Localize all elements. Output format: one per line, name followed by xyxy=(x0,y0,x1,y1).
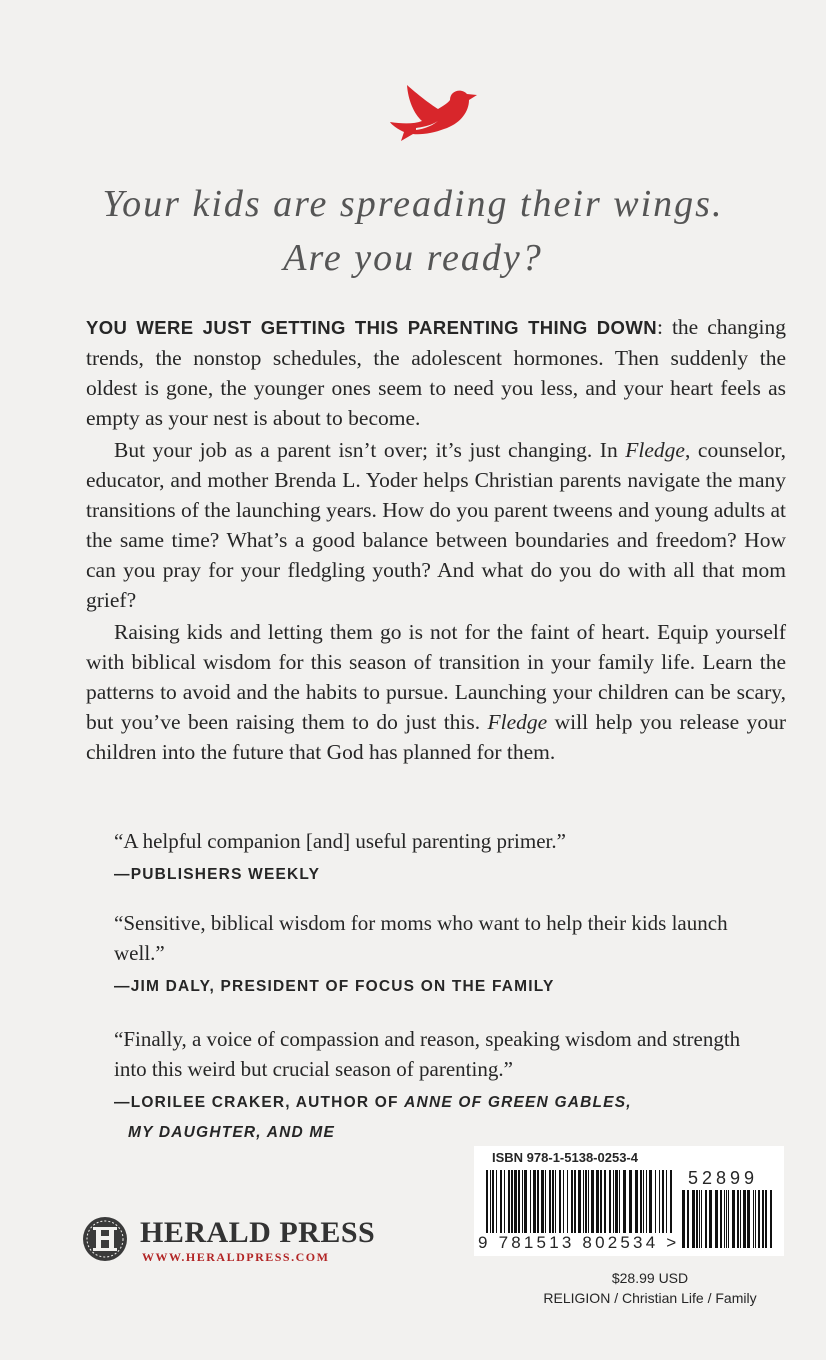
barcode-bar xyxy=(524,1170,527,1238)
barcode-bar xyxy=(662,1170,664,1238)
barcode-bar xyxy=(699,1190,700,1248)
barcode-bar xyxy=(567,1170,568,1238)
barcode-bar xyxy=(619,1170,620,1238)
barcode-bar xyxy=(737,1190,739,1248)
barcode xyxy=(474,1146,784,1256)
barcode-bar xyxy=(613,1170,614,1238)
herald-press-emblem-icon xyxy=(82,1216,128,1262)
description-paragraph-1: YOU WERE JUST GETTING THIS PARENTING THING DOWN: the changing trends, the nonstop schedules, the adolescent hormones. Then suddenly the oldest is gone, the younger ones seem to need you less, and your heart feels as empty as your nest is about to become. xyxy=(86,315,786,430)
barcode-bar xyxy=(646,1170,647,1238)
publisher-name: HERALD PRESS xyxy=(140,1216,376,1249)
barcode-bar xyxy=(758,1190,760,1248)
barcode-bar xyxy=(571,1170,573,1238)
barcode-bar xyxy=(643,1170,644,1238)
barcode-bar xyxy=(530,1170,531,1238)
barcode-bar xyxy=(541,1170,544,1238)
barcode-bar xyxy=(770,1190,772,1248)
barcode-bar xyxy=(726,1190,727,1248)
barcode-bar xyxy=(537,1170,539,1238)
book-title: Fledge xyxy=(625,438,685,462)
barcode-bar xyxy=(574,1170,576,1238)
barcode-bar xyxy=(504,1170,505,1238)
ean-barcode-bars xyxy=(486,1170,672,1238)
barcode-bar xyxy=(490,1170,491,1238)
barcode-bar xyxy=(696,1190,698,1248)
barcode-bar xyxy=(545,1170,546,1238)
barcode-bar xyxy=(604,1170,606,1238)
barcode-bar xyxy=(563,1170,564,1238)
barcode-bar xyxy=(720,1190,722,1248)
endorsement-attribution: —JIM DALY, PRESIDENT OF FOCUS ON THE FAMILY xyxy=(114,978,555,995)
headline-line-1: Your kids are spreading their wings. xyxy=(102,183,724,225)
barcode-bar xyxy=(578,1170,581,1238)
endorsement-attribution: —PUBLISHERS WEEKLY xyxy=(114,866,321,883)
headline-line-2: Are you ready? xyxy=(283,237,543,279)
barcode-bar xyxy=(596,1170,599,1238)
endorsement xyxy=(114,1024,754,1148)
endorsement xyxy=(114,908,754,1002)
publisher-url: WWW.HERALDPRESS.COM xyxy=(142,1250,330,1264)
barcode-bar xyxy=(692,1190,695,1248)
barcode-bar xyxy=(743,1190,746,1248)
barcode-bar xyxy=(687,1190,689,1248)
barcode-bar xyxy=(629,1170,632,1238)
barcode-bar xyxy=(659,1170,660,1238)
barcode-bar xyxy=(670,1170,672,1238)
barcode-bar xyxy=(496,1170,497,1238)
barcode-bar xyxy=(755,1190,756,1248)
barcode-bar xyxy=(740,1190,741,1248)
barcode-bar xyxy=(640,1170,642,1238)
barcode-bar xyxy=(732,1190,735,1248)
barcode-bar xyxy=(682,1190,685,1248)
barcode-bar xyxy=(533,1170,536,1238)
endorsement-quote: “Finally, a voice of compassion and reason, speaking wisdom and strength into this weird but crucial season of parenting.” xyxy=(114,1027,741,1081)
barcode-bar xyxy=(555,1170,556,1238)
endorsement-quote: “A helpful companion [and] useful parenting primer.” xyxy=(114,829,566,853)
description-paragraph-2: But your job as a parent isn’t over; it’s just changing. In Fledge, counselor, educator, and mother Brenda L. Yoder helps Christian parents navigate the many transitions of the launching years. How do you parent tweens and young adults at the same time? What’s a good balance between boundaries and freedom? How can you pray for your fledgling youth? And what do you do with all that mom grief? xyxy=(86,438,786,612)
red-bird-icon xyxy=(388,80,480,150)
barcode-bar xyxy=(701,1190,702,1248)
barcode-bar xyxy=(623,1170,626,1238)
barcode-bar xyxy=(728,1190,729,1248)
barcode-bar xyxy=(609,1170,611,1238)
endorsement-quote: “Sensitive, biblical wisdom for moms who want to help their kids launch well.” xyxy=(114,911,728,965)
barcode-bar xyxy=(511,1170,513,1238)
barcode-bar xyxy=(486,1170,488,1238)
barcode-bar xyxy=(500,1170,502,1238)
publisher-logo xyxy=(82,1216,382,1270)
barcode-bar xyxy=(492,1170,494,1238)
barcode-bar xyxy=(583,1170,584,1238)
barcode-bar xyxy=(635,1170,638,1238)
barcode-bar xyxy=(666,1170,667,1238)
isbn-label: ISBN 978-1-5138-0253-4 xyxy=(492,1150,638,1165)
barcode-bar xyxy=(765,1190,767,1248)
lead-in: YOU WERE JUST GETTING THIS PARENTING THING DOWN xyxy=(86,317,657,338)
category: RELIGION / Christian Life / Family xyxy=(543,1290,757,1306)
barcode-bar xyxy=(588,1170,589,1238)
book-title: Fledge xyxy=(487,710,548,734)
price: $28.99 USD xyxy=(611,1270,689,1286)
addon-barcode-bars xyxy=(682,1190,774,1248)
barcode-bar xyxy=(747,1190,750,1248)
barcode-bar xyxy=(753,1190,754,1248)
barcode-bar xyxy=(762,1190,764,1248)
barcode-bar xyxy=(591,1170,594,1238)
barcode-bar xyxy=(518,1170,520,1238)
barcode-bar xyxy=(559,1170,561,1238)
barcode-bar xyxy=(649,1170,652,1238)
endorsement-attribution: —LORILEE CRAKER, AUTHOR OF ANNE OF GREEN GABLES, MY DAUGHTER, AND ME xyxy=(114,1094,632,1141)
description xyxy=(86,312,786,769)
barcode-bar xyxy=(715,1190,718,1248)
description-paragraph-3: Raising kids and letting them go is not for the faint of heart. Equip yourself with biblical wisdom for this season of transition in your family life. Learn the patterns to avoid and the habits to pursue. Launching your children can be scary, but you’ve been raising them to do just this. Fledge will help you release your children into the future that God has planned for them. xyxy=(86,620,786,764)
barcode-bar xyxy=(549,1170,551,1238)
barcode-bar xyxy=(585,1170,587,1238)
ean-digits: 9 781513 802534 > xyxy=(478,1233,680,1252)
addon-digits: 52899 xyxy=(688,1168,759,1188)
barcode-bar xyxy=(615,1170,618,1238)
barcode-bar xyxy=(724,1190,725,1248)
endorsement xyxy=(114,826,754,890)
barcode-bar xyxy=(709,1190,712,1248)
barcode-bar xyxy=(600,1170,602,1238)
barcode-bar xyxy=(552,1170,554,1238)
barcode-bar xyxy=(508,1170,510,1238)
barcode-bar xyxy=(705,1190,707,1248)
barcode-bar xyxy=(514,1170,517,1238)
barcode-bar xyxy=(655,1170,656,1238)
barcode-bar xyxy=(522,1170,523,1238)
